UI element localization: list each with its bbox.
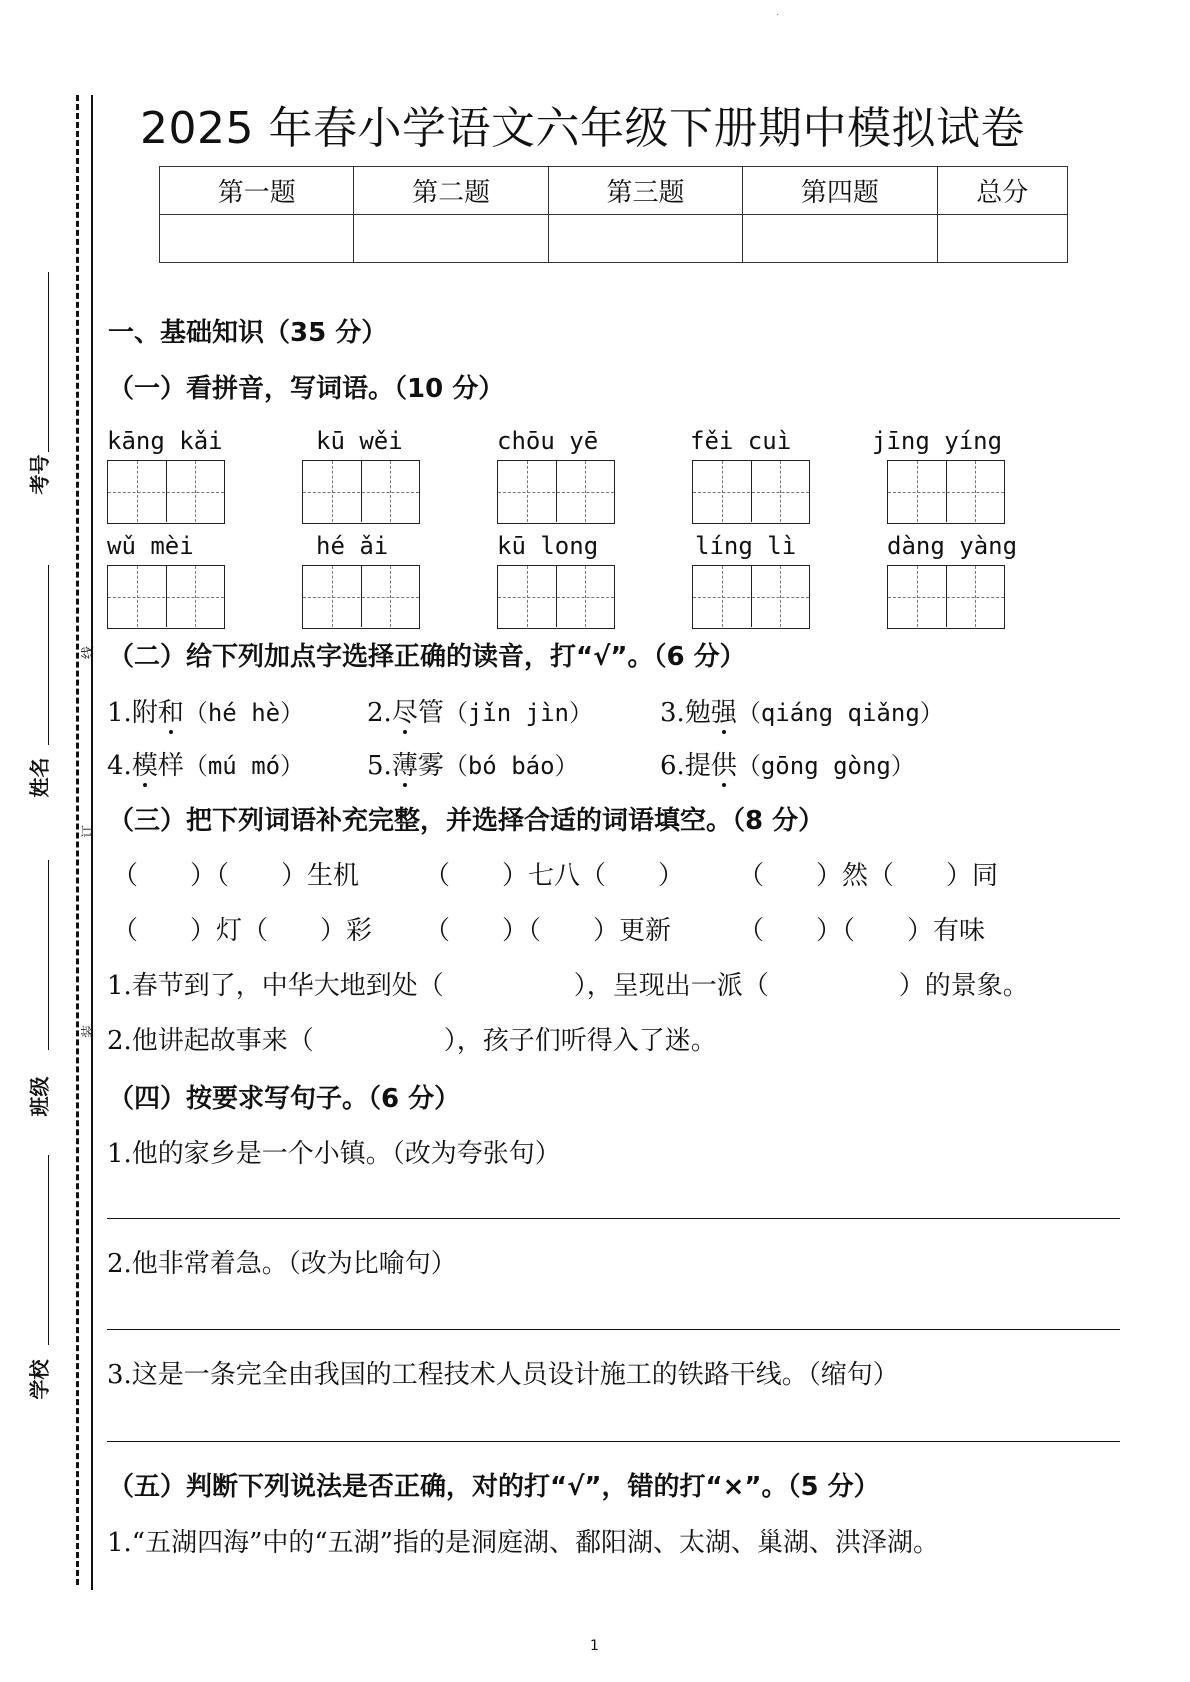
pinyin-label: líng lì bbox=[695, 532, 797, 560]
writing-grid[interactable] bbox=[497, 460, 615, 524]
reading-item-4: 4.模样（mú mó） bbox=[107, 751, 305, 781]
part1-heading: （一）看拼音，写词语。（10 分） bbox=[108, 374, 505, 404]
score-header-total: 总分 bbox=[937, 167, 1067, 215]
score-cell-q1[interactable] bbox=[160, 215, 354, 263]
dotted-char: 供 bbox=[710, 751, 737, 781]
score-header-q4: 第四题 bbox=[743, 167, 937, 215]
rewrite-question-3: 3.这是一条完全由我国的工程技术人员设计施工的铁路干线。（缩句） bbox=[107, 1360, 899, 1390]
score-cell-q3[interactable] bbox=[548, 215, 742, 263]
pinyin-label: kū long bbox=[497, 532, 599, 560]
dotted-char: 和 bbox=[157, 698, 184, 728]
part5-heading: （五）判断下列说法是否正确，对的打“√”，错的打“×”。（5 分） bbox=[108, 1472, 880, 1502]
school-label: 学校 bbox=[27, 1359, 52, 1400]
pinyin-label: fěi cuì bbox=[690, 427, 792, 455]
score-cell-q4[interactable] bbox=[743, 215, 937, 263]
pinyin-label: kū wěi bbox=[316, 427, 403, 455]
binding-solid-line bbox=[91, 95, 93, 1590]
score-header-q3: 第三题 bbox=[548, 167, 742, 215]
binding-mark-zhuang: 装 bbox=[81, 1024, 97, 1039]
dotted-char: 尽 bbox=[391, 698, 418, 728]
reading-item-1: 1.附和（hé hè） bbox=[107, 698, 305, 728]
fill-word: （ ）然（ ）同 bbox=[738, 861, 999, 891]
school-underline bbox=[48, 1155, 49, 1345]
writing-grid[interactable] bbox=[497, 565, 615, 629]
class-underline bbox=[48, 860, 49, 1050]
pinyin-label: kāng kǎi bbox=[107, 427, 223, 455]
class-label: 班级 bbox=[27, 1076, 52, 1117]
pinyin-label: dàng yàng bbox=[887, 532, 1018, 560]
exam-number-label: 考号 bbox=[27, 454, 52, 495]
reading-item-3: 3.勉强（qiáng qiǎng） bbox=[660, 698, 944, 728]
pinyin-label: hé ǎi bbox=[316, 532, 389, 560]
fill-word: （ ）七八（ ） bbox=[424, 861, 685, 891]
rewrite-question-2: 2.他非常着急。（改为比喻句） bbox=[107, 1249, 457, 1279]
fill-word: （ ）灯（ ）彩 bbox=[112, 916, 373, 946]
dotted-char: 薄 bbox=[391, 751, 418, 781]
writing-grid[interactable] bbox=[692, 460, 810, 524]
score-header-q2: 第二题 bbox=[354, 167, 548, 215]
writing-grid[interactable] bbox=[887, 565, 1005, 629]
answer-line-1[interactable] bbox=[107, 1218, 1120, 1219]
score-table bbox=[159, 166, 1068, 263]
writing-grid[interactable] bbox=[302, 565, 420, 629]
fill-word: （ ）（ ）更新 bbox=[424, 916, 672, 946]
writing-grid[interactable] bbox=[107, 565, 225, 629]
part4-heading: （四）按要求写句子。（6 分） bbox=[108, 1084, 461, 1114]
reading-item-2: 2.尽管（jǐn jìn） bbox=[367, 698, 593, 728]
score-cell-total[interactable] bbox=[937, 215, 1067, 263]
reading-item-5: 5.薄雾（bó báo） bbox=[367, 751, 579, 781]
pinyin-label: jīng yíng bbox=[872, 427, 1003, 455]
binding-mark-xian: 线 bbox=[81, 645, 97, 660]
dotted-char: 强 bbox=[710, 698, 737, 728]
page-number: 1 bbox=[590, 1638, 599, 1654]
fill-word: （ ）（ ）生机 bbox=[112, 861, 360, 891]
writing-grid[interactable] bbox=[107, 460, 225, 524]
fill-sentence-2: 2.他讲起故事来（ ），孩子们听得入了迷。 bbox=[107, 1026, 717, 1056]
pinyin-label: wǔ mèi bbox=[107, 532, 194, 560]
score-header-q1: 第一题 bbox=[160, 167, 354, 215]
fill-word: （ ）（ ）有味 bbox=[738, 916, 986, 946]
answer-line-2[interactable] bbox=[107, 1329, 1120, 1330]
pinyin-label: chōu yē bbox=[497, 427, 599, 455]
name-underline bbox=[48, 565, 49, 745]
exam-number-underline bbox=[48, 272, 49, 452]
part2-heading: （二）给下列加点字选择正确的读音，打“√”。（6 分） bbox=[108, 642, 746, 672]
answer-line-3[interactable] bbox=[107, 1441, 1120, 1442]
section1-heading: 一、基础知识（35 分） bbox=[108, 318, 388, 348]
reading-item-6: 6.提供（gōng gòng） bbox=[660, 751, 915, 781]
score-cell-q2[interactable] bbox=[354, 215, 548, 263]
name-label: 姓名 bbox=[27, 757, 52, 798]
dotted-char: 模 bbox=[131, 751, 158, 781]
writing-grid[interactable] bbox=[887, 460, 1005, 524]
fill-sentence-1: 1.春节到了，中华大地到处（ ），呈现出一派（ ）的景象。 bbox=[107, 971, 1029, 1001]
top-mark: · bbox=[776, 10, 780, 21]
rewrite-question-1: 1.他的家乡是一个小镇。（改为夸张句） bbox=[107, 1139, 561, 1169]
writing-grid[interactable] bbox=[302, 460, 420, 524]
binding-dashed-line bbox=[76, 95, 79, 1585]
page-title: 2025 年春小学语文六年级下册期中模拟试卷 bbox=[140, 103, 1025, 154]
writing-grid[interactable] bbox=[692, 565, 810, 629]
judge-question-1: 1.“五湖四海”中的“五湖”指的是洞庭湖、鄱阳湖、太湖、巢湖、洪泽湖。 bbox=[107, 1528, 939, 1558]
binding-mark-ding: 订 bbox=[81, 824, 97, 839]
part3-heading: （三）把下列词语补充完整，并选择合适的词语填空。（8 分） bbox=[108, 806, 825, 836]
